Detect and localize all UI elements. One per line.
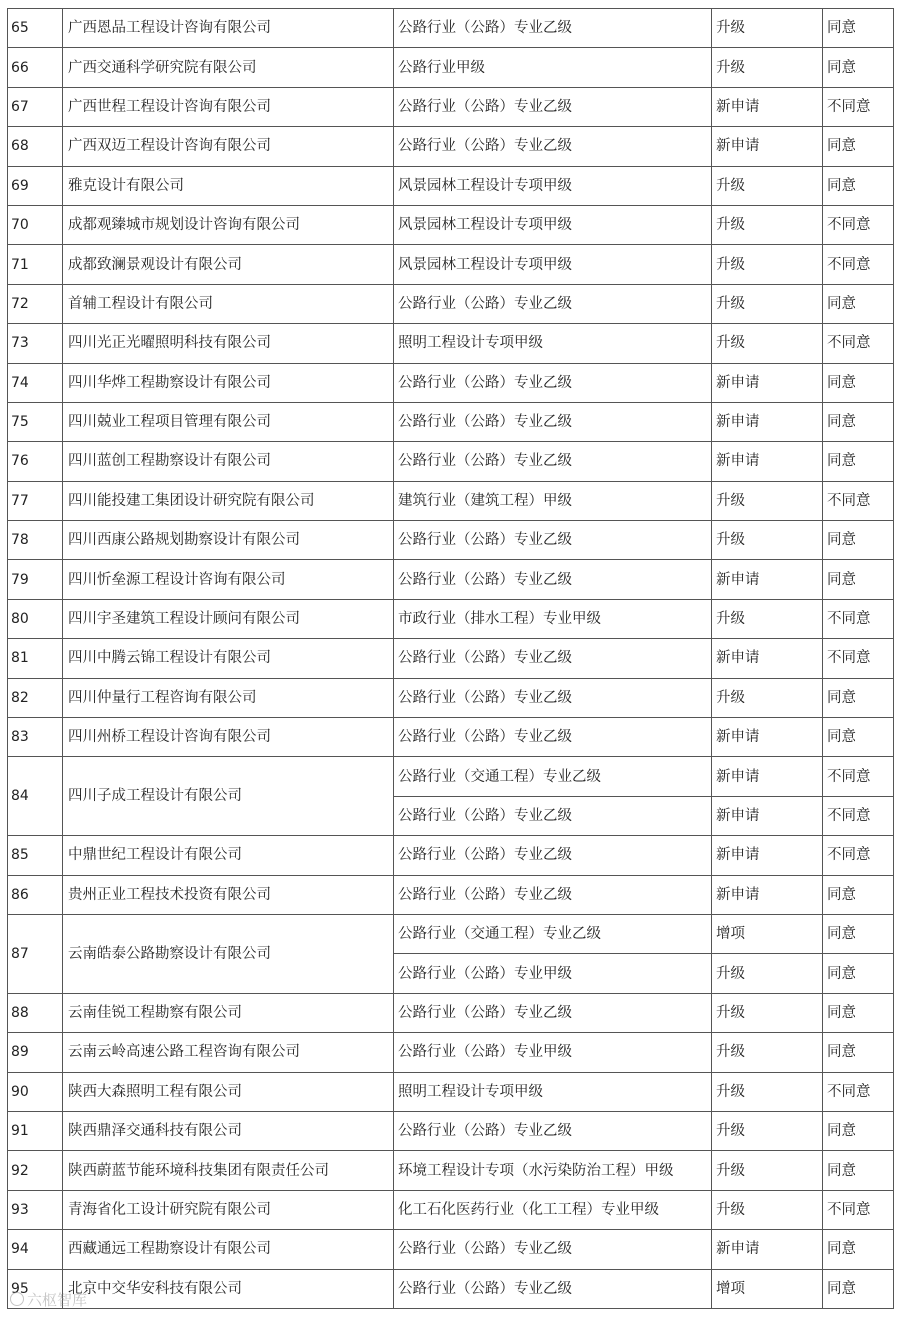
row-number: 66 xyxy=(8,48,63,87)
qualification: 风景园林工程设计专项甲级 xyxy=(394,166,712,205)
application-type: 升级 xyxy=(712,678,823,717)
review-result: 同意 xyxy=(823,875,894,914)
row-number: 83 xyxy=(8,718,63,757)
table-row xyxy=(8,678,894,717)
application-type: 升级 xyxy=(712,599,823,638)
review-result: 同意 xyxy=(823,1151,894,1190)
application-type: 升级 xyxy=(712,954,823,993)
table-row xyxy=(8,757,894,796)
row-number: 84 xyxy=(8,757,63,836)
row-number: 93 xyxy=(8,1190,63,1229)
application-type: 新申请 xyxy=(712,875,823,914)
qualification: 公路行业（公路）专业乙级 xyxy=(394,836,712,875)
table-row xyxy=(8,1072,894,1111)
table-row xyxy=(8,914,894,953)
qualification: 公路行业（公路）专业乙级 xyxy=(394,875,712,914)
qualification: 公路行业（交通工程）专业乙级 xyxy=(394,914,712,953)
row-number: 71 xyxy=(8,245,63,284)
application-type: 升级 xyxy=(712,993,823,1032)
company-name: 四川子成工程设计有限公司 xyxy=(63,757,394,836)
row-number: 68 xyxy=(8,127,63,166)
application-type: 升级 xyxy=(712,48,823,87)
table-body xyxy=(8,9,894,1309)
table-row xyxy=(8,599,894,638)
review-result: 同意 xyxy=(823,521,894,560)
qualification: 环境工程设计专项（水污染防治工程）甲级 xyxy=(394,1151,712,1190)
company-name: 北京中交华安科技有限公司 xyxy=(63,1269,394,1308)
qualification: 风景园林工程设计专项甲级 xyxy=(394,245,712,284)
application-type: 升级 xyxy=(712,1072,823,1111)
application-type: 升级 xyxy=(712,481,823,520)
review-result: 同意 xyxy=(823,166,894,205)
application-type: 升级 xyxy=(712,9,823,48)
row-number: 88 xyxy=(8,993,63,1032)
qualification: 公路行业（公路）专业乙级 xyxy=(394,284,712,323)
application-type: 新申请 xyxy=(712,836,823,875)
review-result: 不同意 xyxy=(823,1190,894,1229)
qualification: 照明工程设计专项甲级 xyxy=(394,1072,712,1111)
application-type: 新申请 xyxy=(712,1230,823,1269)
table-row xyxy=(8,1230,894,1269)
application-type: 升级 xyxy=(712,284,823,323)
row-number: 67 xyxy=(8,87,63,126)
review-result: 同意 xyxy=(823,993,894,1032)
qualification: 公路行业（公路）专业乙级 xyxy=(394,639,712,678)
review-result: 同意 xyxy=(823,718,894,757)
review-result: 同意 xyxy=(823,284,894,323)
qualification: 化工石化医药行业（化工工程）专业甲级 xyxy=(394,1190,712,1229)
qualification: 公路行业（公路）专业乙级 xyxy=(394,9,712,48)
company-name: 云南云岭高速公路工程咨询有限公司 xyxy=(63,1033,394,1072)
row-number: 94 xyxy=(8,1230,63,1269)
table-row xyxy=(8,521,894,560)
application-type: 新申请 xyxy=(712,87,823,126)
company-name: 四川能投建工集团设计研究院有限公司 xyxy=(63,481,394,520)
table-row xyxy=(8,245,894,284)
application-type: 新申请 xyxy=(712,442,823,481)
table-row xyxy=(8,363,894,402)
application-type: 新申请 xyxy=(712,363,823,402)
review-result: 同意 xyxy=(823,48,894,87)
review-result: 不同意 xyxy=(823,324,894,363)
table-row xyxy=(8,324,894,363)
table-row xyxy=(8,1111,894,1150)
table-row xyxy=(8,993,894,1032)
company-name: 中鼎世纪工程设计有限公司 xyxy=(63,836,394,875)
row-number: 85 xyxy=(8,836,63,875)
qualification: 公路行业（公路）专业乙级 xyxy=(394,402,712,441)
company-name: 四川宇圣建筑工程设计顾问有限公司 xyxy=(63,599,394,638)
application-type: 升级 xyxy=(712,205,823,244)
company-name: 陕西大森照明工程有限公司 xyxy=(63,1072,394,1111)
company-name: 四川西康公路规划勘察设计有限公司 xyxy=(63,521,394,560)
company-name: 四川华烨工程勘察设计有限公司 xyxy=(63,363,394,402)
review-result: 不同意 xyxy=(823,757,894,796)
review-result: 同意 xyxy=(823,9,894,48)
review-result: 不同意 xyxy=(823,87,894,126)
application-type: 升级 xyxy=(712,1033,823,1072)
qualification: 公路行业（公路）专业乙级 xyxy=(394,993,712,1032)
row-number: 72 xyxy=(8,284,63,323)
table-row xyxy=(8,87,894,126)
company-name: 四川中腾云锦工程设计有限公司 xyxy=(63,639,394,678)
row-number: 87 xyxy=(8,914,63,993)
company-name: 广西世程工程设计咨询有限公司 xyxy=(63,87,394,126)
qualification: 照明工程设计专项甲级 xyxy=(394,324,712,363)
row-number: 79 xyxy=(8,560,63,599)
company-name: 云南皓泰公路勘察设计有限公司 xyxy=(63,914,394,993)
company-name: 四川光正光曜照明科技有限公司 xyxy=(63,324,394,363)
table-row xyxy=(8,875,894,914)
company-name: 四川州桥工程设计咨询有限公司 xyxy=(63,718,394,757)
row-number: 75 xyxy=(8,402,63,441)
company-name: 首辅工程设计有限公司 xyxy=(63,284,394,323)
review-result: 不同意 xyxy=(823,481,894,520)
qualification: 公路行业（公路）专业乙级 xyxy=(394,718,712,757)
table-row xyxy=(8,481,894,520)
qualification: 公路行业甲级 xyxy=(394,48,712,87)
company-name: 青海省化工设计研究院有限公司 xyxy=(63,1190,394,1229)
application-type: 升级 xyxy=(712,1111,823,1150)
application-type: 新申请 xyxy=(712,127,823,166)
qualification: 公路行业（公路）专业乙级 xyxy=(394,796,712,835)
qualification: 公路行业（交通工程）专业乙级 xyxy=(394,757,712,796)
application-type: 新申请 xyxy=(712,560,823,599)
company-name: 四川兢业工程项目管理有限公司 xyxy=(63,402,394,441)
review-result: 不同意 xyxy=(823,836,894,875)
qualification: 风景园林工程设计专项甲级 xyxy=(394,205,712,244)
company-name: 广西恩品工程设计咨询有限公司 xyxy=(63,9,394,48)
review-result: 同意 xyxy=(823,363,894,402)
table-row xyxy=(8,205,894,244)
company-name: 广西交通科学研究院有限公司 xyxy=(63,48,394,87)
company-name: 成都观臻城市规划设计咨询有限公司 xyxy=(63,205,394,244)
row-number: 65 xyxy=(8,9,63,48)
row-number: 76 xyxy=(8,442,63,481)
application-type: 新申请 xyxy=(712,718,823,757)
table-row xyxy=(8,1151,894,1190)
review-result: 不同意 xyxy=(823,205,894,244)
table-row xyxy=(8,284,894,323)
row-number: 70 xyxy=(8,205,63,244)
company-name: 四川忻垒源工程设计咨询有限公司 xyxy=(63,560,394,599)
application-type: 升级 xyxy=(712,521,823,560)
qualification: 公路行业（公路）专业乙级 xyxy=(394,363,712,402)
qualification: 公路行业（公路）专业乙级 xyxy=(394,1111,712,1150)
qualification: 公路行业（公路）专业乙级 xyxy=(394,560,712,599)
table-row xyxy=(8,1033,894,1072)
row-number: 78 xyxy=(8,521,63,560)
row-number: 82 xyxy=(8,678,63,717)
company-name: 雅克设计有限公司 xyxy=(63,166,394,205)
application-type: 升级 xyxy=(712,166,823,205)
company-name: 成都致澜景观设计有限公司 xyxy=(63,245,394,284)
row-number: 86 xyxy=(8,875,63,914)
application-type: 新申请 xyxy=(712,639,823,678)
table-row xyxy=(8,9,894,48)
review-result: 不同意 xyxy=(823,639,894,678)
row-number: 69 xyxy=(8,166,63,205)
table-row xyxy=(8,442,894,481)
review-result: 同意 xyxy=(823,1230,894,1269)
review-result: 同意 xyxy=(823,127,894,166)
application-type: 升级 xyxy=(712,324,823,363)
qualification: 公路行业（公路）专业乙级 xyxy=(394,521,712,560)
approval-table xyxy=(7,8,894,1309)
company-name: 西藏通远工程勘察设计有限公司 xyxy=(63,1230,394,1269)
row-number: 91 xyxy=(8,1111,63,1150)
company-name: 陕西鼎泽交通科技有限公司 xyxy=(63,1111,394,1150)
watermark-text: 六枢智库 xyxy=(27,1291,88,1309)
review-result: 同意 xyxy=(823,954,894,993)
row-number: 81 xyxy=(8,639,63,678)
application-type: 新申请 xyxy=(712,402,823,441)
application-type: 升级 xyxy=(712,1151,823,1190)
row-number: 89 xyxy=(8,1033,63,1072)
qualification: 公路行业（公路）专业乙级 xyxy=(394,1230,712,1269)
table-row xyxy=(8,1269,894,1308)
application-type: 升级 xyxy=(712,245,823,284)
review-result: 同意 xyxy=(823,1269,894,1308)
table-row xyxy=(8,127,894,166)
company-name: 陕西蔚蓝节能环境科技集团有限责任公司 xyxy=(63,1151,394,1190)
row-number: 95 xyxy=(8,1269,63,1308)
table-row xyxy=(8,718,894,757)
company-name: 云南佳锐工程勘察有限公司 xyxy=(63,993,394,1032)
company-name: 四川仲量行工程咨询有限公司 xyxy=(63,678,394,717)
table-row xyxy=(8,836,894,875)
row-number: 73 xyxy=(8,324,63,363)
qualification: 公路行业（公路）专业乙级 xyxy=(394,678,712,717)
application-type: 升级 xyxy=(712,1190,823,1229)
qualification: 公路行业（公路）专业乙级 xyxy=(394,1269,712,1308)
review-result: 不同意 xyxy=(823,245,894,284)
qualification: 公路行业（公路）专业乙级 xyxy=(394,87,712,126)
review-result: 同意 xyxy=(823,914,894,953)
row-number: 80 xyxy=(8,599,63,638)
company-name: 贵州正业工程技术投资有限公司 xyxy=(63,875,394,914)
review-result: 同意 xyxy=(823,442,894,481)
qualification: 公路行业（公路）专业乙级 xyxy=(394,127,712,166)
row-number: 92 xyxy=(8,1151,63,1190)
qualification: 建筑行业（建筑工程）甲级 xyxy=(394,481,712,520)
application-type: 新申请 xyxy=(712,796,823,835)
qualification: 公路行业（公路）专业甲级 xyxy=(394,954,712,993)
review-result: 同意 xyxy=(823,678,894,717)
row-number: 77 xyxy=(8,481,63,520)
qualification: 公路行业（公路）专业甲级 xyxy=(394,1033,712,1072)
review-result: 同意 xyxy=(823,1111,894,1150)
review-result: 不同意 xyxy=(823,1072,894,1111)
company-name: 广西双迈工程设计咨询有限公司 xyxy=(63,127,394,166)
table-row xyxy=(8,402,894,441)
review-result: 同意 xyxy=(823,560,894,599)
table-row xyxy=(8,1190,894,1229)
row-number: 74 xyxy=(8,363,63,402)
review-result: 同意 xyxy=(823,402,894,441)
qualification: 公路行业（公路）专业乙级 xyxy=(394,442,712,481)
qualification: 市政行业（排水工程）专业甲级 xyxy=(394,599,712,638)
review-result: 不同意 xyxy=(823,599,894,638)
application-type: 新申请 xyxy=(712,757,823,796)
application-type: 增项 xyxy=(712,914,823,953)
table-row xyxy=(8,166,894,205)
table-row xyxy=(8,48,894,87)
application-type: 增项 xyxy=(712,1269,823,1308)
review-result: 不同意 xyxy=(823,796,894,835)
row-number: 90 xyxy=(8,1072,63,1111)
company-name: 四川蓝创工程勘察设计有限公司 xyxy=(63,442,394,481)
review-result: 同意 xyxy=(823,1033,894,1072)
table-row xyxy=(8,639,894,678)
table-row xyxy=(8,560,894,599)
